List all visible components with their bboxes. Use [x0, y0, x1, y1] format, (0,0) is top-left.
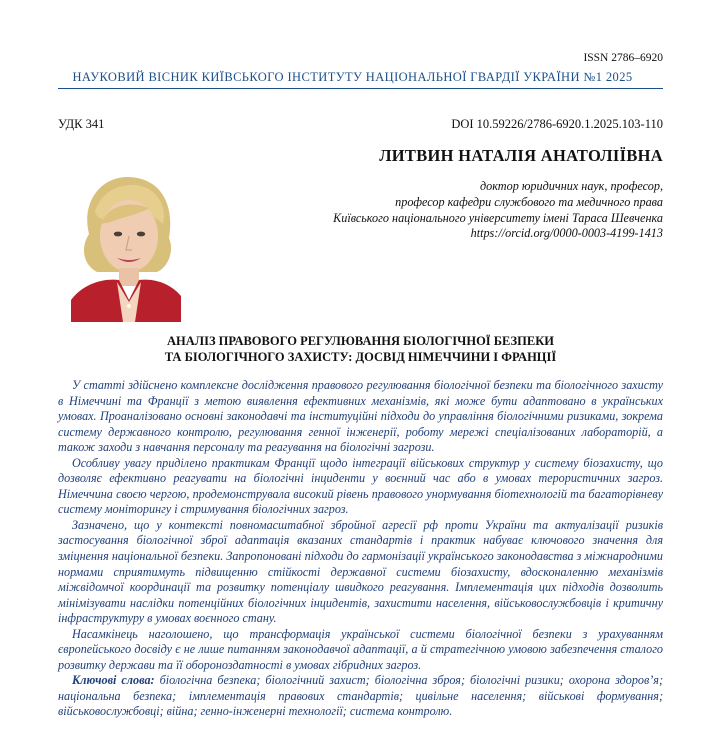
article-title-line-2: ТА БІОЛОГІЧНОГО ЗАХИСТУ: ДОСВІД НІМЕЧЧИНИ І ФРАНЦІЇ — [164, 350, 557, 364]
author-affiliation — [223, 179, 663, 242]
journal-title: НАУКОВИЙ ВІСНИК КИЇВСЬКОГО ІНСТИТУТУ НАЦІОНАЛЬНОЇ ГВАРДІЇ УКРАЇНИ №1 2025 — [72, 70, 633, 84]
author-degree: доктор юридичних наук, професор, — [480, 179, 663, 193]
author-name: ЛИТВИН НАТАЛІЯ АНАТОЛІЇВНА — [379, 146, 663, 165]
abstract-paragraph-1: У статті здійснено комплексне дослідження правового регулювання біологічної безпеки та біологічного захисту в Німеччині та Франції з метою виявлення ефективних механізмів, які може бути адаптовано в українських умовах. Проаналізовано основні законодавчі та інституційні підходи до управління біологічними ризиками, зокрема систему державного контролю, регулювання генної інженерії, роботу мережі спеціалізованих лабораторій, а також заходи з навчання персоналу та реагування на біологічні загрози. — [58, 378, 663, 455]
author-orcid[interactable]: https://orcid.org/0000-0003-4199-1413 — [470, 226, 663, 241]
keywords-label: Ключові слова: — [72, 673, 155, 688]
abstract-paragraph-4: Насамкінець наголошено, що трансформація української системи біологічної безпеки з урахуванням європейського досвіду є не лише питанням законодавчої адаптації, а й стратегічною умовою забезпечення сталого розвитку держави та її обороноздатності в умовах гібридних загроз. — [58, 626, 663, 672]
issn: ISSN 2786–6920 — [583, 52, 663, 64]
abstract-paragraph-3: Зазначено, що у контексті повномасштабної збройної агресії рф проти України та актуалізації ризиків застосування біологічної зброї адаптація вказаних стандартів і практик набуває ключового значення для зміцнення національної безпеки. Запропоновані підходи до гармонізації українського законодавства з міжнародними нормами сприятимуть підвищенню стійкості державної системи біозахисту, вдосконаленню механізмів міжвідомчої координації та розвитку потенціалу швидкого реагування. Імплементація цих підходів дозволить мінімізувати наслідки потенційних біологічних інцидентів, захистити населення, військовослужбовців і критичну інфраструктуру в умовах воєнного стану. — [58, 517, 663, 626]
article-title — [58, 333, 663, 365]
author-institution: Київського національного університету імені Тараса Шевченка — [333, 210, 663, 225]
author-photo — [71, 172, 181, 322]
doi: DOI 10.59226/2786-6920.1.2025.103-110 — [451, 117, 663, 131]
abstract — [58, 378, 663, 720]
udk-code: УДК 341 — [58, 117, 105, 131]
keywords-list: біологічна безпека; біологічний захист; біологічна зброя; біологічні ризики; охорона здоров’я; національна безпека; імплементація правових стандартів; цивільне населення; військові формування; військовослужбовці; війна; генно-інженерні технології; система контролю. — [58, 673, 663, 719]
article-title-line-1: АНАЛІЗ ПРАВОВОГО РЕГУЛЮВАННЯ БІОЛОГІЧНОЇ БЕЗПЕКИ — [167, 334, 554, 348]
author-position: професор кафедри службового та медичного права — [395, 194, 663, 209]
abstract-paragraph-2: Особливу увагу приділено практикам Франції щодо інтеграції військових структур у систему біозахисту, що дозволяє ефективно реагувати на біологічні інциденти у воєнний час або в умовах терористичних загроз. Німеччина своєю чергою, продемонструвала високий рівень правового унормування біотехнологій та багаторівневу систему моніторингу і стримування біологічних загроз. — [58, 455, 663, 517]
keywords — [58, 673, 663, 720]
header-divider — [58, 88, 663, 89]
